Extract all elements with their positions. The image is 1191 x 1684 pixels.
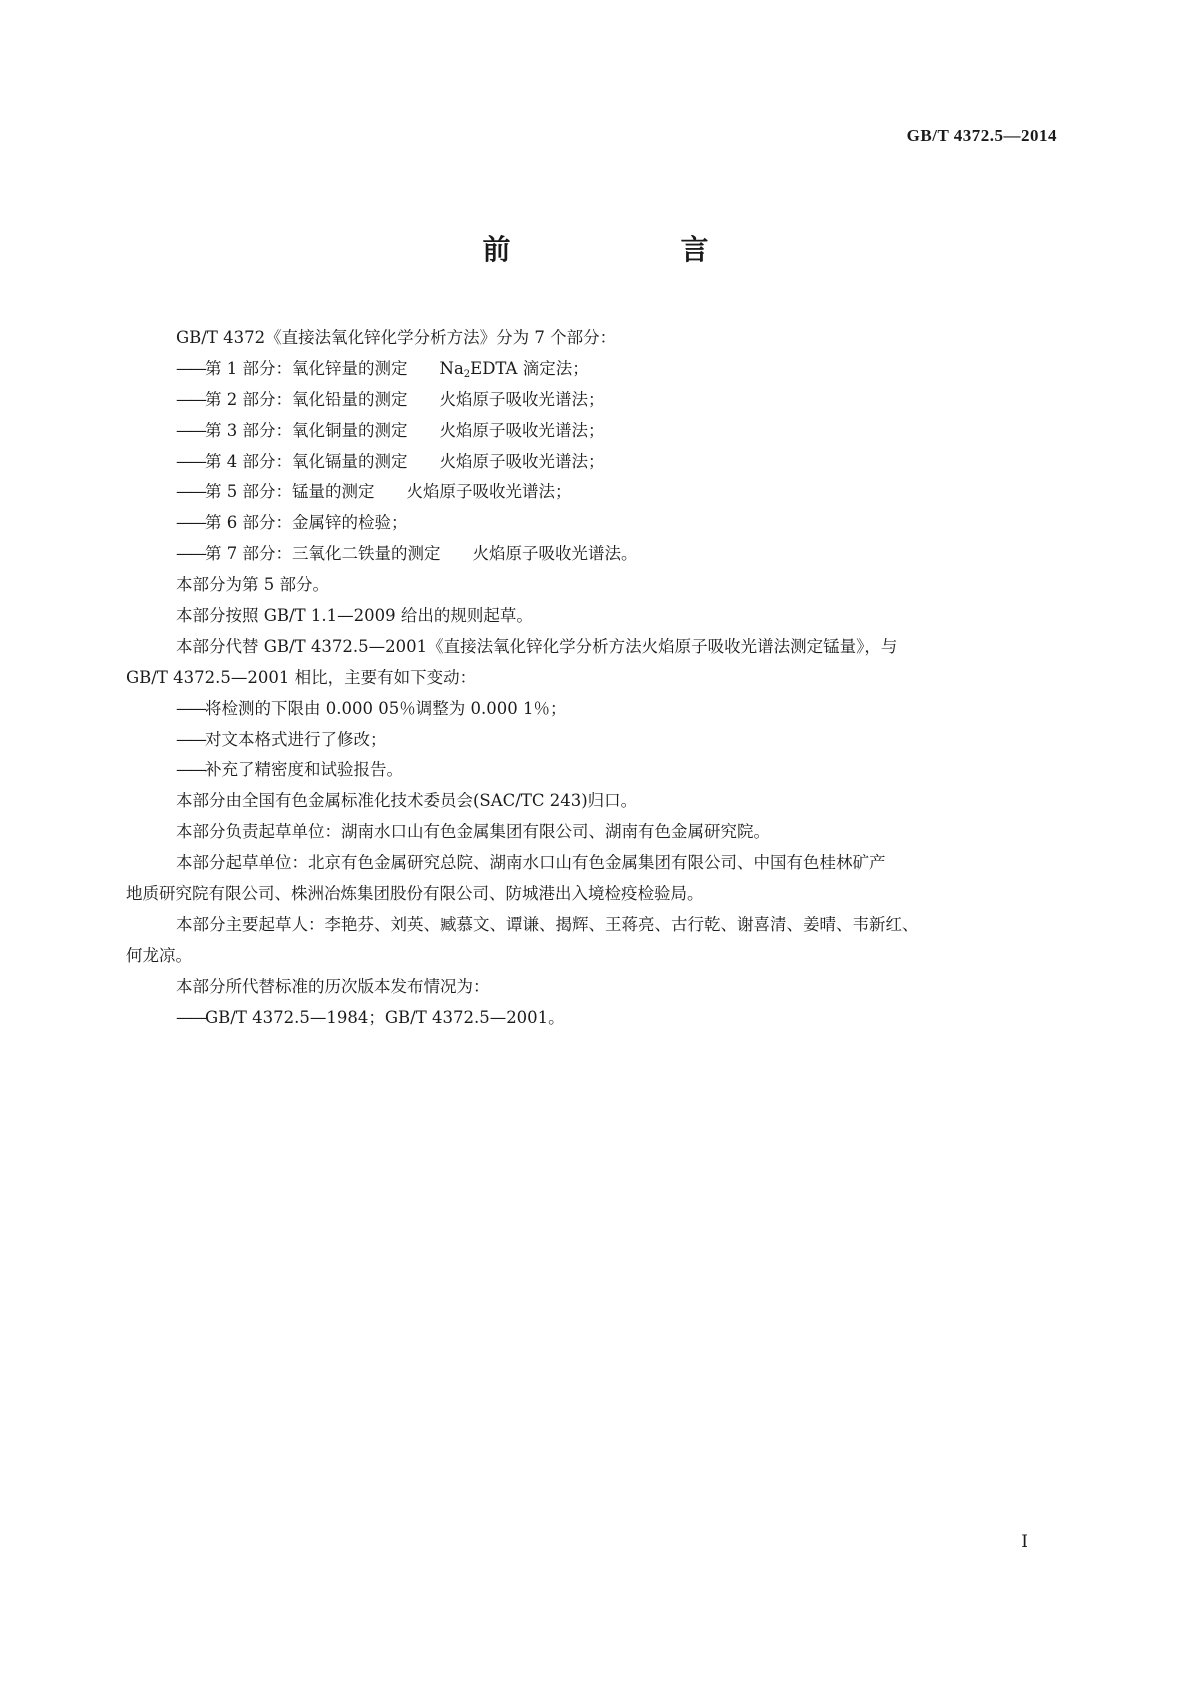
responsible-paragraph: 本部分负责起草单位：湖南水口山有色金属集团有限公司、湖南有色金属研究院。 (176, 822, 770, 842)
replaces-paragraph-line-2: GB/T 4372.5—2001 相比，主要有如下变动： (126, 667, 477, 687)
dash: —— (176, 420, 205, 440)
page-title: 前 言 (482, 233, 747, 266)
standard-code: GB/T 4372.5—2014 (906, 126, 1057, 145)
this-part-paragraph: 本部分为第 5 部分。 (176, 575, 329, 595)
page-number: I (1021, 1532, 1028, 1552)
part-item-4 (126, 447, 1060, 478)
dash: —— (176, 544, 205, 564)
part-method-rest: EDTA 滴定法； (470, 358, 589, 378)
drafters-line-2: 何龙凉。 (126, 945, 192, 965)
part-method: 火焰原子吸收光谱法； (406, 482, 572, 502)
intro-paragraph: GB/T 4372《直接法氧化锌化学分析方法》分为 7 个部分： (176, 328, 617, 347)
part-method: 火焰原子吸收光谱法。 (472, 544, 638, 564)
part-item-1 (126, 354, 1060, 385)
history-intro-paragraph: 本部分所代替标准的历次版本发布情况为： (176, 976, 490, 996)
drafting-units-line-1: 本部分起草单位：北京有色金属研究总院、湖南水口山有色金属集团有限公司、中国有色桂林矿产 (176, 853, 886, 873)
foreword-body (126, 323, 1060, 1033)
subscript: 2 (463, 368, 471, 380)
dash: —— (176, 729, 205, 749)
part-method: 火焰原子吸收光谱法； (439, 451, 605, 471)
part-method: 火焰原子吸收光谱法； (439, 389, 605, 409)
change-item-3 (126, 755, 1060, 786)
dash: —— (176, 760, 205, 780)
dash: —— (176, 358, 205, 378)
dash: —— (176, 513, 205, 533)
part-name: 第 5 部分：锰量的测定 (205, 482, 375, 502)
drafters-line-1: 本部分主要起草人：李艳芬、刘英、臧慕文、谭谦、揭辉、王蒋亮、古行乾、谢喜清、姜晴、韦新红、 (176, 914, 919, 934)
part-name: 第 4 部分：氧化镉量的测定 (205, 451, 408, 471)
change-item-1 (126, 694, 1060, 725)
change-text: 补充了精密度和试验报告。 (205, 760, 403, 780)
change-item-2 (126, 725, 1060, 756)
dash: —— (176, 389, 205, 409)
replaces-paragraph-line-1: 本部分代替 GB/T 4372.5—2001《直接法氧化锌化学分析方法火焰原子吸收光谱法测定锰量》，与 (176, 636, 898, 656)
part-name: 第 3 部分：氧化铜量的测定 (205, 420, 408, 440)
change-text: 对文本格式进行了修改； (205, 729, 387, 749)
change-text: 将检测的下限由 0.000 05％调整为 0.000 1％； (205, 698, 567, 718)
dash: —— (176, 698, 205, 718)
part-method: Na (439, 358, 464, 378)
proposer-paragraph: 本部分由全国有色金属标准化技术委员会(SAC/TC 243)归口。 (176, 791, 638, 811)
part-method: 火焰原子吸收光谱法； (439, 420, 605, 440)
dash: —— (176, 451, 205, 471)
part-item-3 (126, 416, 1060, 447)
dash: —— (176, 482, 205, 502)
history-item (126, 1003, 1060, 1034)
part-item-5 (126, 477, 1060, 508)
part-name: 第 7 部分：三氧化二铁量的测定 (205, 544, 441, 564)
part-item-7 (126, 539, 1060, 570)
part-item-6 (126, 508, 1060, 539)
part-name: 第 6 部分：金属锌的检验； (205, 513, 408, 533)
part-name: 第 1 部分：氧化锌量的测定 (205, 358, 408, 378)
drafting-units-line-2: 地质研究院有限公司、株洲冶炼集团股份有限公司、防城港出入境检疫检验局。 (126, 884, 704, 904)
part-name: 第 2 部分：氧化铅量的测定 (205, 389, 408, 409)
history-text: GB/T 4372.5—1984；GB/T 4372.5—2001。 (205, 1007, 565, 1027)
drafting-rules-paragraph: 本部分按照 GB/T 1.1—2009 给出的规则起草。 (176, 606, 533, 626)
dash: —— (176, 1007, 205, 1027)
part-item-2 (126, 385, 1060, 416)
